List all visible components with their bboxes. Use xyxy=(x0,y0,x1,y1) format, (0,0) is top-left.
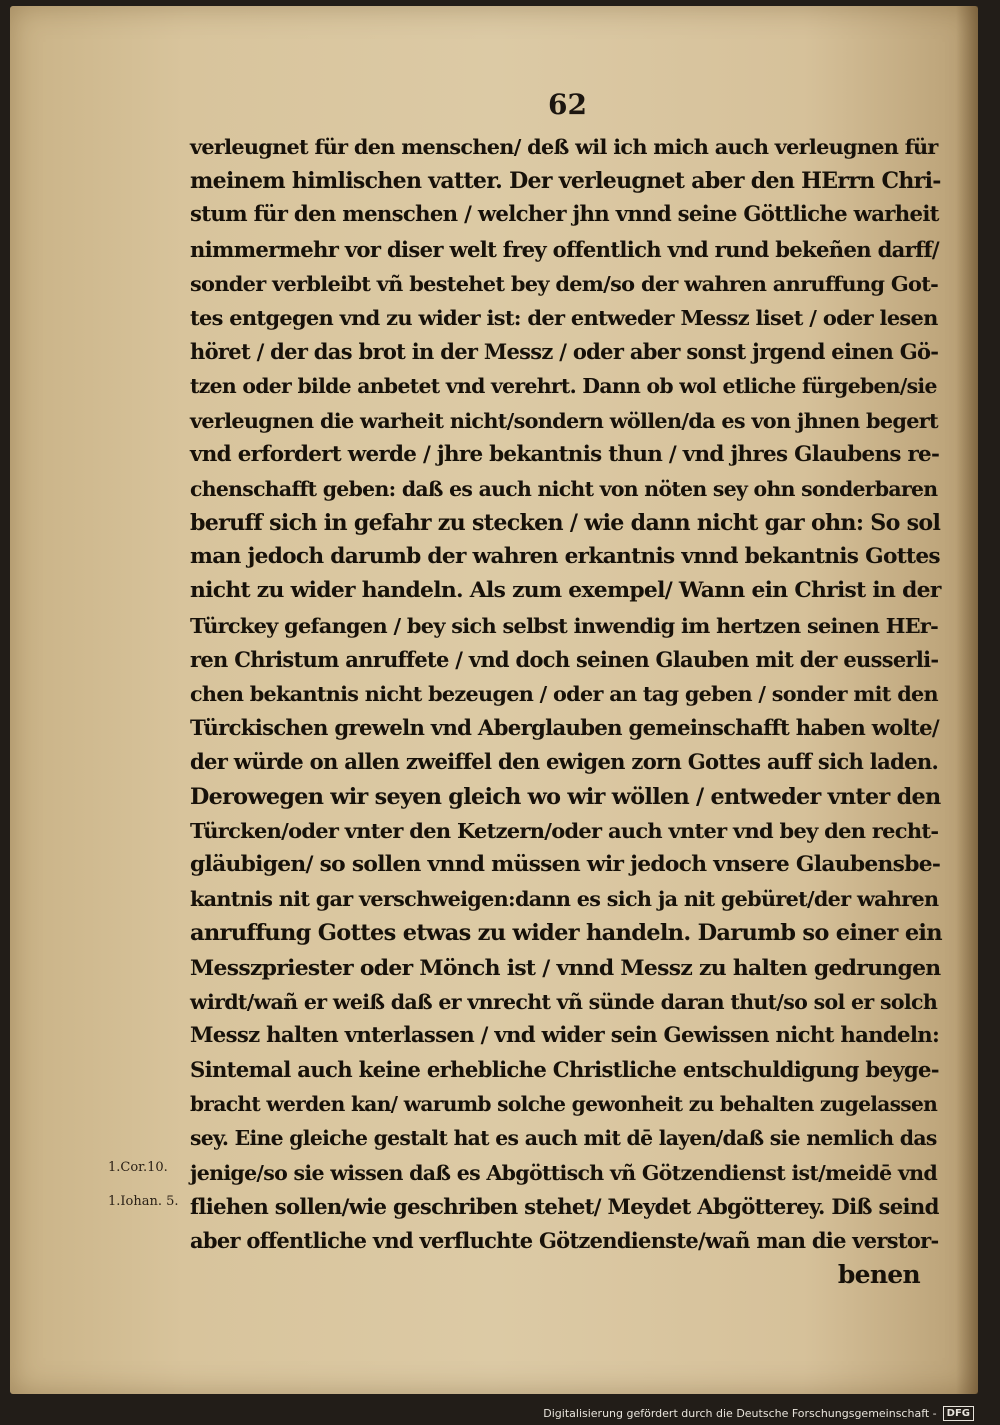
text-line: gläubigen/ so sollen vnnd müssen wir jedoch vnsere Glaubensbe- xyxy=(190,851,941,877)
text-line: kantnis nit gar verschweigen:dann es sich ja nit gebüret/der wahren xyxy=(190,887,939,912)
text-line: jenige/so sie wissen daß es Abgöttisch vñ Götzendienst ist/meidē vnd xyxy=(190,1160,938,1185)
text-line: nicht zu wider handeln. Als zum exempel/ Wann ein Christ in der xyxy=(190,578,941,604)
page-number: 62 xyxy=(548,88,587,121)
text-line: verleugnen die warheit nicht/sondern wöllen/da es von jhnen begert xyxy=(190,407,938,433)
text-line: Türckey gefangen / bey sich selbst inwendig im hertzen seinen HEr- xyxy=(190,612,939,638)
text-line: höret / der das brot in der Messz / oder aber sonst jrgend einen Gö- xyxy=(190,339,939,365)
margin-note-iohan: 1.Iohan. 5. xyxy=(108,1194,179,1209)
text-line: bracht werden kan/ warumb solche gewonheit zu behalten zugelassen xyxy=(190,1092,938,1117)
dfg-logo-icon: DFG xyxy=(943,1406,974,1421)
body-text xyxy=(190,130,950,1292)
text-line: meinem himlischen vatter. Der verleugnet aber den HErrn Chri- xyxy=(190,168,941,195)
text-line: chen bekantnis nicht bezeugen / oder an tag geben / sonder mit den xyxy=(190,682,938,706)
text-line: aber offentliche vnd verfluchte Götzendienste/wañ man die verstor- xyxy=(190,1228,939,1253)
text-line: chenschafft geben: daß es auch nicht von nöten sey ohn sonderbaren xyxy=(190,476,938,501)
footer-credit: Digitalisierung gefördert durch die Deutsche Forschungsgemeinschaft - xyxy=(543,1407,937,1420)
text-line: wirdt/wañ er weiß daß er vnrecht vñ sünde daran thut/so sol er solch xyxy=(190,989,938,1014)
text-line: tzen oder bilde anbetet vnd verehrt. Dann ob wol etliche fürgeben/sie xyxy=(190,374,937,399)
catchword: benen xyxy=(837,1260,920,1290)
margin-note-cor: 1.Cor.10. xyxy=(108,1160,168,1175)
text-line: sey. Eine gleiche gestalt hat es auch mit dē layen/daß sie nemlich das xyxy=(190,1126,937,1151)
text-line: ren Christum anruffete / vnd doch seinen Glauben mit der eusserli- xyxy=(190,646,939,672)
text-line: vnd erfordert werde / jhre bekantnis thun / vnd jhres Glaubens re- xyxy=(190,441,940,467)
text-line: stum für den menschen / welcher jhn vnnd seine Göttliche warheit xyxy=(190,202,939,228)
text-line: anruffung Gottes etwas zu wider handeln. Darumb so einer ein xyxy=(190,920,942,947)
text-line: beruff sich in gefahr zu stecken / wie dann nicht gar ohn: So sol xyxy=(190,510,941,537)
text-line: fliehen sollen/wie geschriben stehet/ Meydet Abgötterey. Diß seind xyxy=(190,1193,939,1219)
text-line: Türckischen greweln vnd Aberglauben gemeinschafft haben wolte/ xyxy=(190,715,939,741)
text-line: nimmermehr vor diser welt frey offentlich vnd rund bekeñen darff/ xyxy=(190,236,939,262)
text-line: Türcken/oder vnter den Ketzern/oder auch vnter vnd bey den recht- xyxy=(190,817,939,843)
text-line: sonder verbleibt vñ bestehet bey dem/so der wahren anruffung Got- xyxy=(190,270,939,296)
text-line: man jedoch darumb der wahren erkantnis vnnd bekantnis Gottes xyxy=(190,544,940,570)
text-line: der würde on allen zweiffel den ewigen zorn Gottes auff sich laden. xyxy=(190,749,939,775)
text-line: Derowegen wir seyen gleich wo wir wöllen / entweder vnter den xyxy=(190,783,941,810)
text-line: Messzpriester oder Mönch ist / vnnd Messz zu halten gedrungen xyxy=(190,954,941,981)
text-line: tes entgegen vnd zu wider ist: der entweder Messz liset / oder lesen xyxy=(190,304,938,330)
digitization-footer xyxy=(543,1406,974,1421)
text-line: Messz halten vnterlassen / vnd wider sein Gewissen nicht handeln: xyxy=(190,1022,940,1048)
text-line: verleugnet für den menschen/ deß wil ich mich auch verleugnen für xyxy=(190,134,938,159)
binding-shadow xyxy=(956,6,978,1394)
text-line: Sintemal auch keine erhebliche Christliche entschuldigung beyge- xyxy=(190,1057,939,1083)
